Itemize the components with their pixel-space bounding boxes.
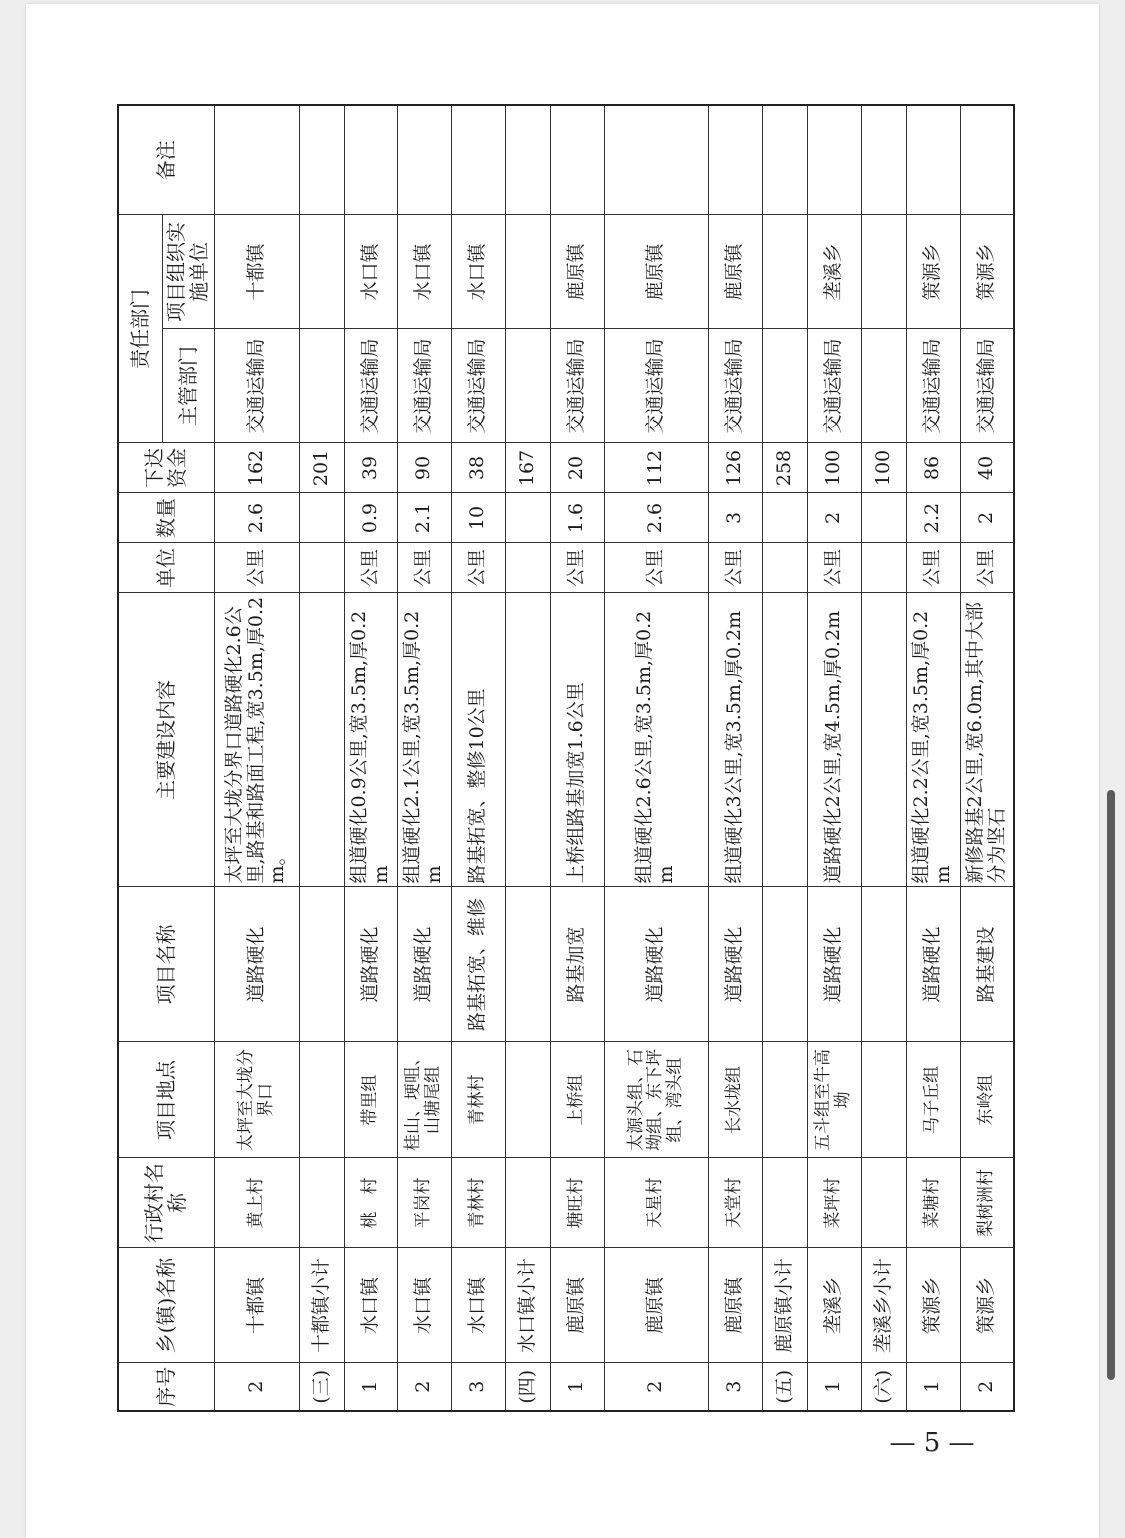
funds-cell: 258 (762, 443, 807, 493)
rotated-table-container (117, 106, 1009, 1412)
funds-cell: 20 (550, 443, 604, 493)
dept-impl-cell: 水口镇 (397, 215, 451, 329)
township-cell: 水口镇 (344, 1248, 397, 1363)
header-funds: 下达资金 (118, 443, 214, 493)
remark-cell (344, 105, 397, 215)
table-row (299, 105, 344, 1411)
remark-cell (861, 105, 906, 215)
village-cell (861, 1158, 906, 1248)
project-name-cell: 道路硬化 (807, 887, 861, 1042)
funds-cell: 162 (214, 443, 299, 493)
dept-impl-cell: 策源乡 (960, 215, 1014, 329)
content-cell: 组道硬化2.6公里,宽3.5m,厚0.2m (604, 593, 708, 887)
table-row (708, 105, 762, 1411)
township-cell: 鹿原镇 (708, 1248, 762, 1363)
project-name-cell (505, 887, 550, 1042)
funds-cell: 201 (299, 443, 344, 493)
project-name-cell: 道路硬化 (344, 887, 397, 1042)
content-cell (505, 593, 550, 887)
unit-cell: 公里 (344, 543, 397, 593)
dept-main-cell: 交通运输局 (550, 329, 604, 443)
township-cell: 十都镇小计 (299, 1248, 344, 1363)
township-cell: 水口镇小计 (505, 1248, 550, 1363)
remark-cell (708, 105, 762, 215)
seq-cell: (六) (861, 1363, 906, 1411)
dept-impl-cell: 十都镇 (214, 215, 299, 329)
village-cell: 梨树洲村 (960, 1158, 1014, 1248)
project-name-cell: 道路硬化 (214, 887, 299, 1042)
quantity-cell: 2.6 (604, 493, 708, 543)
table-row (550, 105, 604, 1411)
header-dept-main: 主管部门 (162, 329, 214, 443)
content-cell: 道路硬化2公里,宽4.5m,厚0.2m (807, 593, 861, 887)
content-cell: 组道硬化2.1公里,宽3.5m,厚0.2m (397, 593, 451, 887)
table-body (214, 105, 1014, 1411)
dept-impl-cell: 水口镇 (451, 215, 505, 329)
location-cell (299, 1042, 344, 1158)
remark-cell (505, 105, 550, 215)
quantity-cell (505, 493, 550, 543)
header-township: 乡(镇)名称 (118, 1248, 214, 1363)
dept-main-cell: 交通运输局 (344, 329, 397, 443)
dept-main-cell: 交通运输局 (960, 329, 1014, 443)
township-cell: 鹿原镇小计 (762, 1248, 807, 1363)
quantity-cell: 2 (960, 493, 1014, 543)
dept-main-cell (861, 329, 906, 443)
header-village: 行政村名 称 (118, 1158, 214, 1248)
content-cell: 太坪至大垅分界口道路硬化2.6公里,路基和路面工程,宽3.5m,厚0.2m。 (214, 593, 299, 887)
unit-cell: 公里 (960, 543, 1014, 593)
dept-impl-cell (299, 215, 344, 329)
dept-main-cell (762, 329, 807, 443)
funds-cell: 90 (397, 443, 451, 493)
location-cell: 东岭组 (960, 1042, 1014, 1158)
village-cell: 塘旺村 (550, 1158, 604, 1248)
location-cell: 桂山、埂咀、山塘尾组 (397, 1042, 451, 1158)
location-cell: 长水垅组 (708, 1042, 762, 1158)
dept-main-cell: 交通运输局 (397, 329, 451, 443)
table-row (861, 105, 906, 1411)
location-cell: 五斗组至牛高坳 (807, 1042, 861, 1158)
page-number: — 5 — (889, 1428, 975, 1458)
remark-cell (762, 105, 807, 215)
unit-cell: 公里 (397, 543, 451, 593)
dept-main-cell: 交通运输局 (906, 329, 960, 443)
unit-cell: 公里 (708, 543, 762, 593)
table-row (451, 105, 505, 1411)
remark-cell (299, 105, 344, 215)
dept-main-cell: 交通运输局 (708, 329, 762, 443)
remark-cell (451, 105, 505, 215)
unit-cell: 公里 (214, 543, 299, 593)
seq-cell: 2 (604, 1363, 708, 1411)
content-cell: 组道硬化3公里,宽3.5m,厚0.2m (708, 593, 762, 887)
village-cell (299, 1158, 344, 1248)
quantity-cell (299, 493, 344, 543)
location-cell (762, 1042, 807, 1158)
remark-cell (604, 105, 708, 215)
remark-cell (960, 105, 1014, 215)
township-cell: 鹿原镇 (550, 1248, 604, 1363)
content-cell: 上桥组路基加宽1.6公里 (550, 593, 604, 887)
remark-cell (397, 105, 451, 215)
seq-cell: 1 (344, 1363, 397, 1411)
table-row (762, 105, 807, 1411)
project-name-cell: 路基加宽 (550, 887, 604, 1042)
dept-impl-cell: 垄溪乡 (807, 215, 861, 329)
header-unit: 单位 (118, 543, 214, 593)
funds-cell: 112 (604, 443, 708, 493)
location-cell: 太源头组、石坳组、东下坪组、湾头组 (604, 1042, 708, 1158)
header-remark: 备注 (118, 105, 214, 215)
content-cell: 组道硬化0.9公里,宽3.5m,厚0.2m (344, 593, 397, 887)
table-row (397, 105, 451, 1411)
table-row (344, 105, 397, 1411)
header-project-name: 项目名称 (118, 887, 214, 1042)
header-dept-group: 责任部门 (118, 215, 162, 443)
remark-cell (550, 105, 604, 215)
project-name-cell: 道路硬化 (906, 887, 960, 1042)
project-name-cell (762, 887, 807, 1042)
location-cell (861, 1042, 906, 1158)
quantity-cell: 2 (807, 493, 861, 543)
seq-cell: 1 (906, 1363, 960, 1411)
unit-cell: 公里 (807, 543, 861, 593)
seq-cell: 2 (960, 1363, 1014, 1411)
project-name-cell: 路基建设 (960, 887, 1014, 1042)
scrollbar-thumb[interactable] (1107, 790, 1115, 1380)
unit-cell: 公里 (451, 543, 505, 593)
township-cell: 十都镇 (214, 1248, 299, 1363)
header-content: 主要建设内容 (118, 593, 214, 887)
seq-cell: 3 (708, 1363, 762, 1411)
content-cell: 新修路基2公里,宽6.0m,其中大部分为坚石 (960, 593, 1014, 887)
content-cell (861, 593, 906, 887)
header-location: 项目地点 (118, 1042, 214, 1158)
table-row (505, 105, 550, 1411)
township-cell: 水口镇 (397, 1248, 451, 1363)
township-cell: 鹿原镇 (604, 1248, 708, 1363)
content-cell (762, 593, 807, 887)
seq-cell: (四) (505, 1363, 550, 1411)
village-cell: 天堂村 (708, 1158, 762, 1248)
unit-cell (505, 543, 550, 593)
village-cell: 菜塘村 (906, 1158, 960, 1248)
village-cell (505, 1158, 550, 1248)
content-cell: 组道硬化2.2公里,宽3.5m,厚0.2m (906, 593, 960, 887)
unit-cell (762, 543, 807, 593)
village-cell: 菜坪村 (807, 1158, 861, 1248)
location-cell (505, 1042, 550, 1158)
funds-cell: 39 (344, 443, 397, 493)
dept-impl-cell (762, 215, 807, 329)
funds-cell: 86 (906, 443, 960, 493)
funds-cell: 100 (861, 443, 906, 493)
dept-impl-cell: 策源乡 (906, 215, 960, 329)
table-row (807, 105, 861, 1411)
content-cell (299, 593, 344, 887)
unit-cell: 公里 (906, 543, 960, 593)
table-row (906, 105, 960, 1411)
quantity-cell: 10 (451, 493, 505, 543)
dept-impl-cell (505, 215, 550, 329)
funds-cell: 100 (807, 443, 861, 493)
unit-cell: 公里 (604, 543, 708, 593)
seq-cell: 2 (397, 1363, 451, 1411)
project-name-cell: 道路硬化 (708, 887, 762, 1042)
project-name-cell (861, 887, 906, 1042)
project-name-cell: 道路硬化 (604, 887, 708, 1042)
table-row (960, 105, 1014, 1411)
village-cell: 平岗村 (397, 1158, 451, 1248)
township-cell: 垄溪乡 (807, 1248, 861, 1363)
quantity-cell: 2.1 (397, 493, 451, 543)
quantity-cell: 3 (708, 493, 762, 543)
village-cell: 天星村 (604, 1158, 708, 1248)
quantity-cell (861, 493, 906, 543)
seq-cell: (五) (762, 1363, 807, 1411)
project-name-cell: 道路硬化 (397, 887, 451, 1042)
project-table (117, 104, 1015, 1412)
quantity-cell: 2.6 (214, 493, 299, 543)
content-cell: 路基拓宽、整修10公里 (451, 593, 505, 887)
township-cell: 垄溪乡小计 (861, 1248, 906, 1363)
dept-main-cell: 交通运输局 (604, 329, 708, 443)
funds-cell: 126 (708, 443, 762, 493)
funds-cell: 38 (451, 443, 505, 493)
township-cell: 水口镇 (451, 1248, 505, 1363)
quantity-cell: 2.2 (906, 493, 960, 543)
dept-main-cell (505, 329, 550, 443)
location-cell: 青林村 (451, 1042, 505, 1158)
funds-cell: 40 (960, 443, 1014, 493)
location-cell: 上桥组 (550, 1042, 604, 1158)
dept-main-cell: 交通运输局 (214, 329, 299, 443)
dept-impl-cell: 鹿原镇 (550, 215, 604, 329)
dept-impl-cell (861, 215, 906, 329)
remark-cell (807, 105, 861, 215)
dept-main-cell: 交通运输局 (451, 329, 505, 443)
seq-cell: 1 (807, 1363, 861, 1411)
dept-main-cell: 交通运输局 (807, 329, 861, 443)
project-name-cell (299, 887, 344, 1042)
quantity-cell: 1.6 (550, 493, 604, 543)
unit-cell (299, 543, 344, 593)
quantity-cell (762, 493, 807, 543)
header-dept-impl: 项目组织实施单位 (162, 215, 214, 329)
township-cell: 策源乡 (960, 1248, 1014, 1363)
quantity-cell: 0.9 (344, 493, 397, 543)
location-cell: 带里组 (344, 1042, 397, 1158)
header-seq: 序号 (118, 1363, 214, 1411)
seq-cell: 3 (451, 1363, 505, 1411)
dept-impl-cell: 水口镇 (344, 215, 397, 329)
dept-impl-cell: 鹿原镇 (604, 215, 708, 329)
remark-cell (214, 105, 299, 215)
location-cell: 马子丘组 (906, 1042, 960, 1158)
seq-cell: 1 (550, 1363, 604, 1411)
header-quantity: 数量 (118, 493, 214, 543)
seq-cell: 2 (214, 1363, 299, 1411)
dept-impl-cell: 鹿原镇 (708, 215, 762, 329)
table-row (214, 105, 299, 1411)
unit-cell: 公里 (550, 543, 604, 593)
seq-cell: (三) (299, 1363, 344, 1411)
unit-cell (861, 543, 906, 593)
funds-cell: 167 (505, 443, 550, 493)
village-cell: 黄上村 (214, 1158, 299, 1248)
remark-cell (906, 105, 960, 215)
township-cell: 策源乡 (906, 1248, 960, 1363)
dept-main-cell (299, 329, 344, 443)
village-cell: 桃 村 (344, 1158, 397, 1248)
location-cell: 太坪至大垅分界口 (214, 1042, 299, 1158)
village-cell (762, 1158, 807, 1248)
table-row (604, 105, 708, 1411)
village-cell: 青林村 (451, 1158, 505, 1248)
project-name-cell: 路基拓宽、维修 (451, 887, 505, 1042)
